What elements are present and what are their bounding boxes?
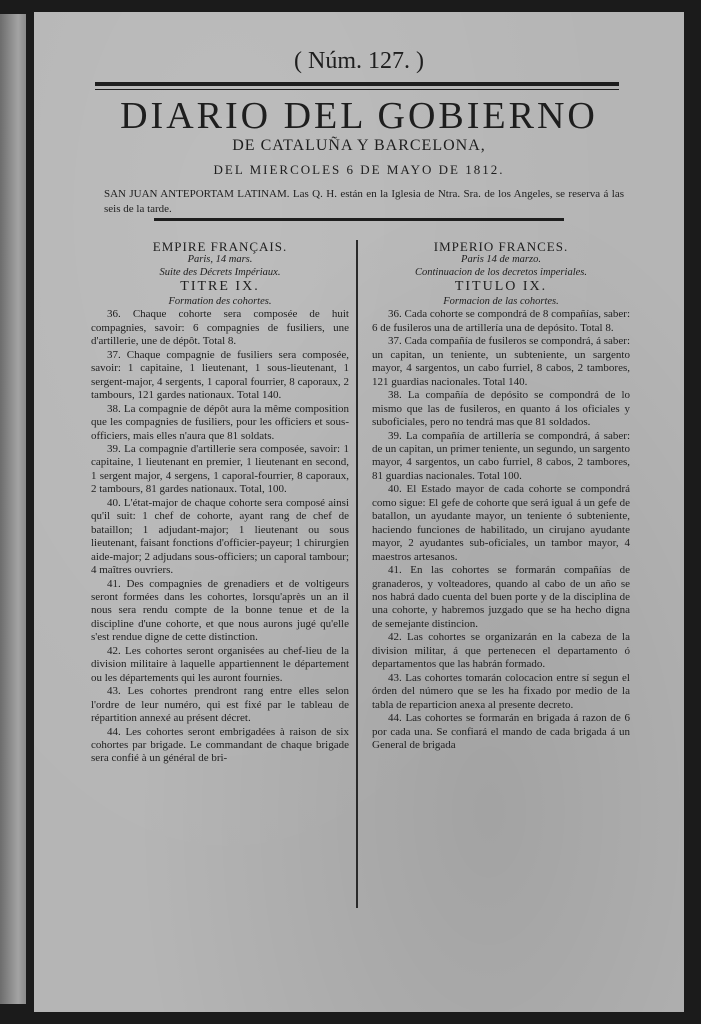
french-article: 37. Chaque compagnie de fusiliers sera composée, savoir: 1 capitaine, 1 lieutenant, 1 sous-lieutenant, 1 sergent-major, 4 sergents, 1 caporal fourrier, 8 caporaux, 2 tambours, 121 gardes nationaux. Total 140.: [91, 348, 349, 402]
spanish-article: 37. Cada compañía de fusileros se compondrá, á saber: un capitan, un teniente, un subteniente, un sargento mayor, 4 sargentos, un cabo furriel, 8 cabos, 2 tambores, 121 guardias nacionales. Total 140.: [372, 335, 630, 388]
masthead-title: DIARIO DEL GOBIERNO: [120, 95, 598, 137]
french-article: 42. Les cohortes seront organisées au chef-lieu de la division militaire à laquelle appartiennent le département ou les départements qui les auront fournies.: [91, 644, 349, 684]
french-article: 38. La compagnie de dépôt aura la même composition que les compagnies de fusiliers, pour les officiers et sous-officiers, mais elles n'aura que 81 soldats.: [91, 402, 349, 442]
spanish-article: 41. En las cohortes se formarán compañías de granaderos, y volteadores, quando al cabo de un año se nos habrá dado cuenta del buen porte y de la disciplina de una cohorte, y habremos juzgado que se ha hecho digna de semejante distincion.: [372, 564, 630, 630]
spanish-country-heading: IMPERIO FRANCES.: [433, 239, 569, 254]
french-article: 36. Chaque cohorte sera composée de huit compagnies, savoir: 6 compagnies de fusiliers, une d'artillerie, une de dépôt. Total 8.: [91, 308, 349, 348]
spanish-article: 39. La compañía de artillería se compondrá, á saber: de un capitan, un primer teniente, un segundo, un sargento mayor, 4 sargentos, un cabo furriel, 8 cabos, 2 tambores, 81 guardias nacionales. Total 100.: [372, 429, 630, 482]
masthead-subtitle: DE CATALUÑA Y BARCELONA,: [232, 137, 486, 154]
spanish-continuation: Continuacion de los decretos imperiales.: [415, 267, 587, 279]
header-divider: [154, 218, 564, 221]
spanish-article: 40. El Estado mayor de cada cohorte se compondrá como sigue: El gefe de cohorte que será igual á un gefe de batallon, un ayudante mayor, un teniente ó subteniente, haciendo funciones de habilitado, un cirujano ayudante mayor, 2 ayudantes sub-oficiales, un tambor mayor, 4 maestros artesanos.: [372, 483, 630, 563]
french-article: 40. L'état-major de chaque cohorte sera composé ainsi qu'il suit: 1 chef de cohorte, ayant rang de chef de bataillon; 1 adjudant-major; 1 lieutenant ou sous lieutenant, faisant fonctions d'officier-payeur; 1 chirurgien aide-major; 2 adjudans sous-officiers; un caporal tambour; 4 maîtres ouvriers.: [91, 496, 349, 577]
column-divider: [356, 240, 358, 908]
saint-day-text: Las Q. H. están en la Iglesia de Ntra. Sra. de los Angeles, se reserva á las seis de la tarde.: [104, 188, 625, 215]
newspaper-page: [34, 12, 684, 1012]
french-column: [91, 238, 349, 766]
dateline: DEL MIERCOLES 6 DE MAYO DE 1812.: [213, 162, 505, 177]
french-section-heading: Formation des cohortes.: [168, 296, 272, 308]
spanish-article: 43. Las cohortes tomarán colocacion entre sí segun el órden del número que se les ha fixado por medio de la tabla de reparticion anexa al presente decreto.: [372, 671, 630, 711]
french-article: 43. Les cohortes prendront rang entre elles selon l'ordre de leur numéro, qui est fixé par le tableau de répartition annexé au présent décret.: [91, 685, 349, 725]
adjacent-page-edge: [0, 14, 26, 1004]
masthead-rule-top-thin: [95, 89, 619, 90]
french-dateline: Paris, 14 mars.: [187, 254, 253, 266]
issue-number: ( Núm. 127. ): [294, 48, 424, 74]
spanish-article: 42. Las cohortes se organizarán en la cabeza de la division militar, á que pertenecen el departamento ó departamentos que las habrán formado.: [372, 631, 630, 671]
masthead-rule-top: [95, 82, 619, 86]
spanish-article: 36. Cada cohorte se compondrá de 8 compañías, saber: 6 de fusileros una de artillería una de depósito. Total 8.: [372, 308, 630, 334]
french-article: 41. Des compagnies de grenadiers et de voltigeurs seront formées dans les cohortes, lorsqu'après un an il nous sera rendu compte de la bonne tenue et de la discipline d'une cohorte, et que nous aurons jugé qu'elle s'est rendue digne de cette distinction.: [91, 577, 349, 644]
spanish-title: TITULO IX.: [454, 279, 548, 295]
spanish-article: 38. La compañía de depósito se compondrá de lo mismo que las de fusileros, en quanto á los oficiales y suboficiales, pero no tendrá mas que 81 soldados.: [372, 389, 630, 429]
french-article: 44. Les cohortes seront embrigadées à raison de six cohortes par brigade. Le commandant de chaque brigade sera confié à un général de bri-: [91, 725, 349, 765]
french-title: TITRE IX.: [180, 279, 260, 295]
french-country-heading: EMPIRE FRANÇAIS.: [152, 239, 288, 254]
spanish-column: [372, 238, 630, 752]
saint-day-name: SAN JUAN ANTEPORTAM LATINAM.: [104, 188, 290, 200]
spanish-article: 44. Las cohortes se formarán en brigada á razon de 6 por cada una. Se confiará el mando de cada brigada á un General de brigada: [372, 712, 630, 751]
saint-day-notice: [104, 187, 624, 217]
spanish-section-heading: Formacion de las cohortes.: [443, 296, 559, 308]
french-article: 39. La compagnie d'artillerie sera composée, savoir: 1 capitaine, 1 lieutenant en premier, 1 lieutenant en second, 1 sergent major, 4 sergens, 1 caporal-fourrier, 8 caporaux, 2 tambours, 81 gardes nationaux. Total, 100.: [91, 442, 349, 496]
french-continuation: Suite des Décrets Impériaux.: [159, 267, 281, 279]
spanish-dateline: Paris 14 de marzo.: [461, 254, 541, 266]
